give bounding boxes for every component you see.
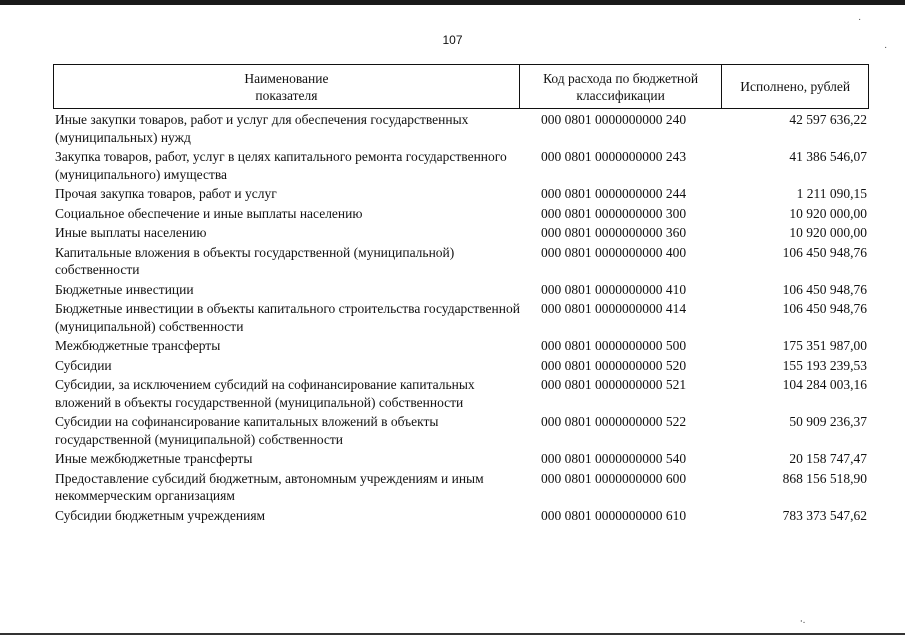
table-row xyxy=(55,185,867,203)
row-code: 000 0801 0000000000 360 xyxy=(541,225,687,240)
row-name: Субсидии на софинансирование капитальных вложений в объекты государственной (муниципальной) собственности xyxy=(55,414,439,447)
row-code: 000 0801 0000000000 522 xyxy=(541,414,687,429)
row-name: Иные межбюджетные трансферты xyxy=(55,451,253,466)
row-amount: 783 373 547,62 xyxy=(782,507,867,523)
row-name: Прочая закупка товаров, работ и услуг xyxy=(55,186,277,201)
row-code: 000 0801 0000000000 410 xyxy=(541,281,687,297)
row-name: Межбюджетные трансферты xyxy=(55,338,221,353)
bottom-border xyxy=(0,633,905,635)
header-name: Наименование показателя xyxy=(54,65,520,108)
row-name: Субсидии, за исключением субсидий на софинансирование капитальных вложений в объекты государственной (муниципальной) собственности xyxy=(55,377,475,410)
row-code: 000 0801 0000000000 400 xyxy=(541,244,687,260)
row-code: 000 0801 0000000000 300 xyxy=(541,205,687,221)
row-name: Предоставление субсидий бюджетным, автономным учреждениям и иным некоммерческим организациям xyxy=(55,470,484,503)
table-row xyxy=(55,450,867,468)
table-row xyxy=(55,244,867,279)
top-border xyxy=(0,0,905,5)
page-number: 107 xyxy=(442,33,463,47)
row-amount: 42 597 636,22 xyxy=(789,112,867,127)
header-code: Код расхода по бюджетной классификации xyxy=(520,65,723,108)
row-code: 000 0801 0000000000 243 xyxy=(541,149,687,164)
row-amount: 20 158 747,47 xyxy=(789,451,867,466)
table-row xyxy=(55,376,867,411)
table-body xyxy=(55,111,867,526)
table-row xyxy=(55,224,867,242)
row-name: Капитальные вложения в объекты государственной (муниципальной) собственности xyxy=(55,244,455,277)
table-row xyxy=(55,413,867,448)
row-amount: 155 193 239,53 xyxy=(782,357,867,373)
table-row xyxy=(55,337,867,355)
row-amount: 106 450 948,76 xyxy=(782,301,867,316)
row-amount: 106 450 948,76 xyxy=(782,244,867,260)
scan-speck: ⸳. xyxy=(800,615,806,626)
row-amount: 868 156 518,90 xyxy=(782,470,867,486)
row-code: 000 0801 0000000000 240 xyxy=(541,112,687,127)
row-name: Бюджетные инвестиции xyxy=(55,281,194,297)
row-name: Иные выплаты населению xyxy=(55,225,207,240)
row-code: 000 0801 0000000000 244 xyxy=(541,186,687,201)
row-amount: 10 920 000,00 xyxy=(789,225,867,240)
table-row xyxy=(55,205,867,223)
row-amount: 1 211 090,15 xyxy=(796,186,867,201)
row-name: Социальное обеспечение и иные выплаты населению xyxy=(55,205,363,221)
row-name: Закупка товаров, работ, услуг в целях капитального ремонта государственного (муниципального) имущества xyxy=(55,149,507,182)
row-code: 000 0801 0000000000 521 xyxy=(541,377,687,392)
table-header xyxy=(53,64,869,109)
table-row xyxy=(55,470,867,505)
table-row xyxy=(55,111,867,146)
scan-speck: · xyxy=(884,42,888,53)
row-name: Субсидии xyxy=(55,357,112,373)
table-row xyxy=(55,148,867,183)
table-row xyxy=(55,300,867,335)
header-amount: Исполнено, рублей xyxy=(740,79,851,94)
row-name: Субсидии бюджетным учреждениям xyxy=(55,507,266,523)
row-amount: 10 920 000,00 xyxy=(789,205,867,221)
scan-speck: · xyxy=(858,14,862,25)
row-code: 000 0801 0000000000 600 xyxy=(541,470,687,486)
row-name: Иные закупки товаров, работ и услуг для обеспечения государственных (муниципальных) нужд xyxy=(55,112,469,145)
table-row xyxy=(55,281,867,299)
row-code: 000 0801 0000000000 414 xyxy=(541,301,687,316)
table-row xyxy=(55,357,867,375)
row-amount: 50 909 236,37 xyxy=(789,414,867,429)
table-row xyxy=(55,507,867,525)
row-code: 000 0801 0000000000 500 xyxy=(541,338,687,353)
row-code: 000 0801 0000000000 610 xyxy=(541,507,687,523)
row-code: 000 0801 0000000000 520 xyxy=(541,357,687,373)
row-amount: 106 450 948,76 xyxy=(782,281,867,297)
row-amount: 41 386 546,07 xyxy=(789,149,867,164)
row-amount: 104 284 003,16 xyxy=(782,377,867,392)
row-name: Бюджетные инвестиции в объекты капитального строительства государственной (муниципальной) собственности xyxy=(55,301,520,334)
row-code: 000 0801 0000000000 540 xyxy=(541,451,687,466)
row-amount: 175 351 987,00 xyxy=(782,338,867,353)
